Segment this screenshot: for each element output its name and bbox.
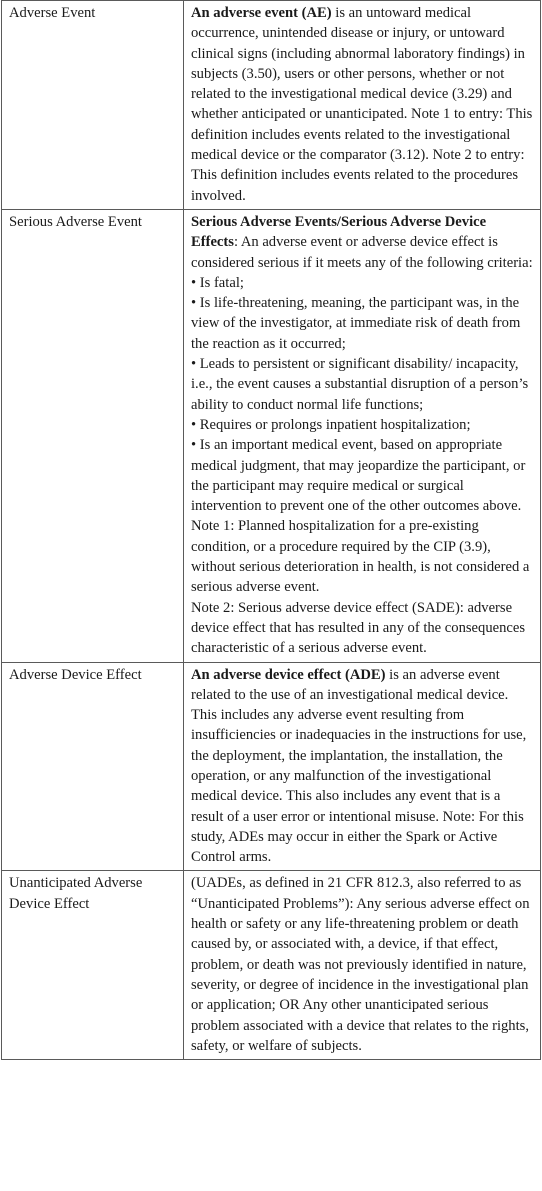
definition-lead: Serious Adverse Events/Serious Adverse Device Effects [191, 213, 487, 251]
note: Note 1: Planned hospitalization for a pre-existing condition, or a procedure required by the CIP (3.9), without serious deterioration in health, is not considered a serious adverse event. [191, 518, 530, 596]
criteria-bullet: • Leads to persistent or significant disability/ incapacity, i.e., the event causes a substantial disruption of a person’s ability to conduct normal life functions; [191, 356, 529, 413]
definitions-table [1, 0, 541, 1060]
criteria-bullet: • Requires or prolongs inpatient hospitalization; [191, 416, 471, 433]
note: Note 2: Serious adverse device effect (SADE): adverse device effect that has resulted in any of the consequences characteristic of a serious adverse event. [191, 599, 526, 657]
definition-cell [184, 1, 541, 210]
definition-cell: (UADEs, as defined in 21 CFR 812.3, also referred to as “Unanticipated Problems”): Any serious adverse effect on health or safety or any life-threatening problem or death caused by, or associated with, a device, if that effect, problem, or death was not previously identified in nature, severity, or degree of incidence in the investigational plan or application; OR Any other unanticipated serious problem associated with a device that relates to the rights, safety, or welfare of subjects. [184, 871, 541, 1060]
definition-text: is an adverse event related to the use of an investigational medical device. This includes any adverse event resulting from insufficiencies or inadequacies in the instructions for use, the deployment, the implantation, the installation, the operation, or any malfunction of the investigational medical device. This also includes any event that is a result of a user error or intentional misuse. Note: For this study, ADEs may occur in either the Spark or Active Control arms. [191, 666, 527, 866]
definition-lead: An adverse event (AE) [191, 5, 332, 21]
definition-lead: An adverse device effect (ADE) [191, 666, 386, 683]
table-row [2, 209, 541, 662]
criteria-bullet: • Is fatal; [191, 274, 244, 291]
definition-cell [184, 209, 541, 662]
definition-intro [191, 212, 534, 273]
criteria-bullet: • Is an important medical event, based on appropriate medical judgment, that may jeopardize the participant, or the participant may require medical or surgical intervention to prevent one of the other outcomes above. [191, 437, 526, 515]
table-row [2, 1, 541, 210]
term-cell: Adverse Device Effect [2, 662, 184, 871]
term-cell: Unanticipated Adverse Device Effect [2, 871, 184, 1060]
definition-text: : An adverse event or adverse device effect is considered serious if it meets any of the following criteria: [191, 234, 533, 271]
table-row [2, 871, 541, 1060]
term-cell: Serious Adverse Event [2, 209, 184, 662]
criteria-bullet: • Is life-threatening, meaning, the participant was, in the view of the investigator, at immediate risk of death from the reaction as it occurred; [191, 295, 521, 352]
definition-text: is an untoward medical occurrence, unintended disease or injury, or untoward clinical signs (including abnormal laboratory findings) in subjects (3.50), users or other persons, whether or not related to the investigational medical device (3.29) and whether anticipated or unanticipated. Note 1 to entry: This definition includes events related to the investigational medical device or the comparator (3.12). Note 2 to entry: This definition includes events related to the procedures involved. [191, 5, 533, 204]
definition-cell [184, 662, 541, 871]
term-cell: Adverse Event [2, 1, 184, 210]
table-row [2, 662, 541, 871]
